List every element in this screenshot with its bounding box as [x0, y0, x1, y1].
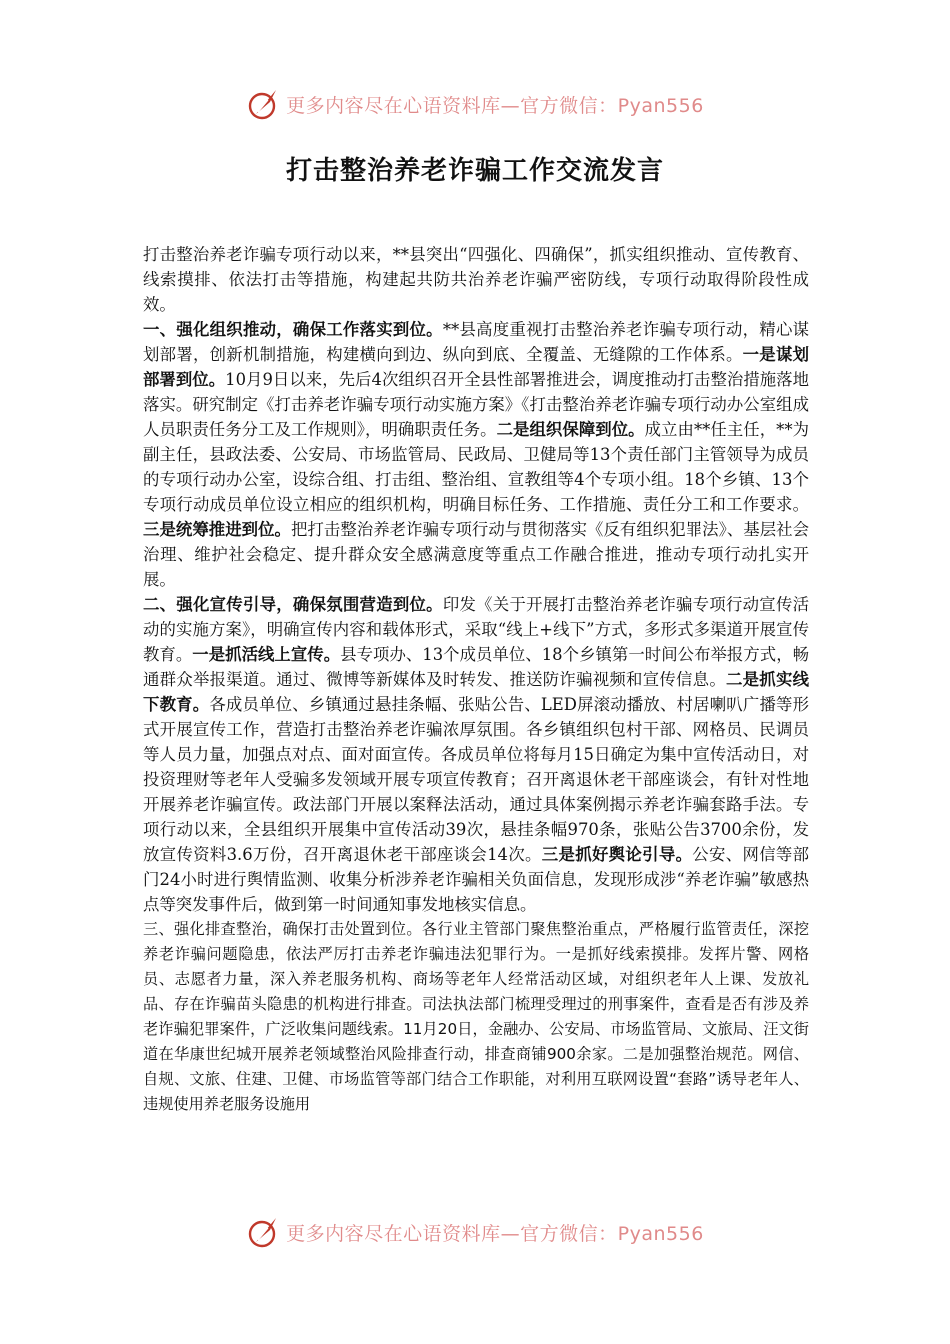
paragraph-text: 公安、网信等部门24小时进行舆情监测、收集分析涉养老诈骗相关负面信息，发现形成涉“养老诈骗”敏感热点等突发事件后，做到第一时间通知事发地核实信息。 — [143, 845, 810, 914]
sub-heading: 三是统筹推进到位。 — [143, 520, 292, 539]
sub-heading: 一是抓活线上宣传。 — [192, 645, 341, 664]
paragraph-text: 县专项办、13个成员单位、18个乡镇第一时间公布举报方式，畅通群众举报渠道。通过、微博等新媒体及时转发、推送防诈骗视频和宣传信息。 — [143, 645, 810, 689]
paragraph-text: 印发《关于开展打击整治养老诈骗专项行动宣传活动的实施方案》，明确宣传内容和载体形式，采取“线上+线下”方式，多形式多渠道开展宣传教育。 — [143, 595, 810, 664]
paragraph-text: 10月9日以来，先后4次组织召开全县性部署推进会，调度推动打击整治措施落地落实。研究制定《打击养老诈骗专项行动实施方案》《打击整治养老诈骗专项行动办公室组成人员职责任务分工及工作规则》，明确职责任务。 — [143, 370, 809, 439]
paragraph-text: 把打击整治养老诈骗专项行动与贯彻落实《反有组织犯罪法》、基层社会治理、维护社会稳定、提升群众安全感满意度等重点工作融合推进，推动专项行动扎实开展。 — [143, 520, 809, 589]
sub-heading: 三是抓好舆论引导。 — [541, 845, 693, 864]
sub-heading: 二是抓实线下教育。 — [143, 670, 810, 714]
section-paragraph-1 — [143, 317, 809, 592]
watermark-text: 更多内容尽在心语资料库—官方微信：Pyan556 — [286, 94, 704, 117]
section-paragraph-3: 三、强化排查整治，确保打击处置到位。各行业主管部门聚焦整治重点，严格履行监管责任，深挖养老诈骗问题隐患，依法严厉打击养老诈骗违法犯罪行为。一是抓好线索摸排。发挥片警、网格员、志愿者力量，深入养老服务机构、商场等老年人经常活动区域，对组织老年人上课、发放礼品、存在诈骗苗头隐患的机构进行排查。司法执法部门梳理受理过的刑事案件，查看是否有涉及养老诈骗犯罪案件，广泛收集问题线索。11月20日，金融办、公安局、市场监管局、文旅局、汪文街道在华康世纪城开展养老领域整治风险排查行动，排查商铺900余家。二是加强整治规范。网信、自规、文旅、住建、卫健、市场监管等部门结合工作职能，对利用互联网设置“套路”诱导老年人、违规使用养老服务设施用 — [143, 920, 809, 1113]
intro-paragraph: 打击整治养老诈骗专项行动以来，**县突出“四强化、四确保”，抓实组织推动、宣传教育、线索摸排、依法打击等措施，构建起共防共治养老诈骗严密防线，专项行动取得阶段性成效。 — [143, 245, 809, 314]
watermark-footer — [0, 1212, 950, 1252]
quill-circle-icon — [246, 86, 282, 122]
sub-heading: 一是谋划部署到位。 — [143, 345, 810, 389]
section-paragraph-2 — [143, 592, 809, 917]
sub-heading: 二是组织保障到位。 — [496, 420, 645, 439]
section-heading: 一、强化组织推动，确保工作落实到位。 — [143, 320, 443, 339]
section-heading: 二、强化宣传引导，确保氛围营造到位。 — [143, 595, 443, 614]
document-body — [143, 242, 809, 1117]
quill-circle-icon — [246, 1214, 282, 1250]
paragraph-text: **县高度重视打击整治养老诈骗专项行动，精心谋划部署，创新机制措施，构建横向到边、纵向到底、全覆盖、无缝隙的工作体系。 — [143, 320, 810, 364]
paragraph-text: 成立由**任主任，**为副主任，县政法委、公安局、市场监管局、民政局、卫健局等13个责任部门主管领导为成员的专项行动办公室，设综合组、打击组、整治组、宣教组等4个专项小组。18个乡镇、13个专项行动成员单位设立相应的组织机构，明确目标任务、工作措施、责任分工和工作要求。 — [143, 420, 810, 514]
paragraph-text: 各成员单位、乡镇通过悬挂条幅、张贴公告、LED屏滚动播放、村居喇叭广播等形式开展宣传工作，营造打击整治养老诈骗浓厚氛围。各乡镇组织包村干部、网格员、民调员等人员力量，加强点对点、面对面宣传。各成员单位将每月15日确定为集中宣传活动日，对投资理财等老年人受骗多发领域开展专项宣传教育；召开离退休老干部座谈会，有针对性地开展养老诈骗宣传。政法部门开展以案释法活动，通过具体案例揭示养老诈骗套路手法。专项行动以来，全县组织开展集中宣传活动39次，悬挂条幅970条，张贴公告3700余份，发放宣传资料3.6万份，召开离退休老干部座谈会14次。 — [143, 695, 810, 864]
watermark-text: 更多内容尽在心语资料库—官方微信：Pyan556 — [286, 1222, 704, 1245]
page-title: 打击整治养老诈骗工作交流发言 — [285, 156, 664, 186]
watermark-header — [0, 84, 950, 124]
